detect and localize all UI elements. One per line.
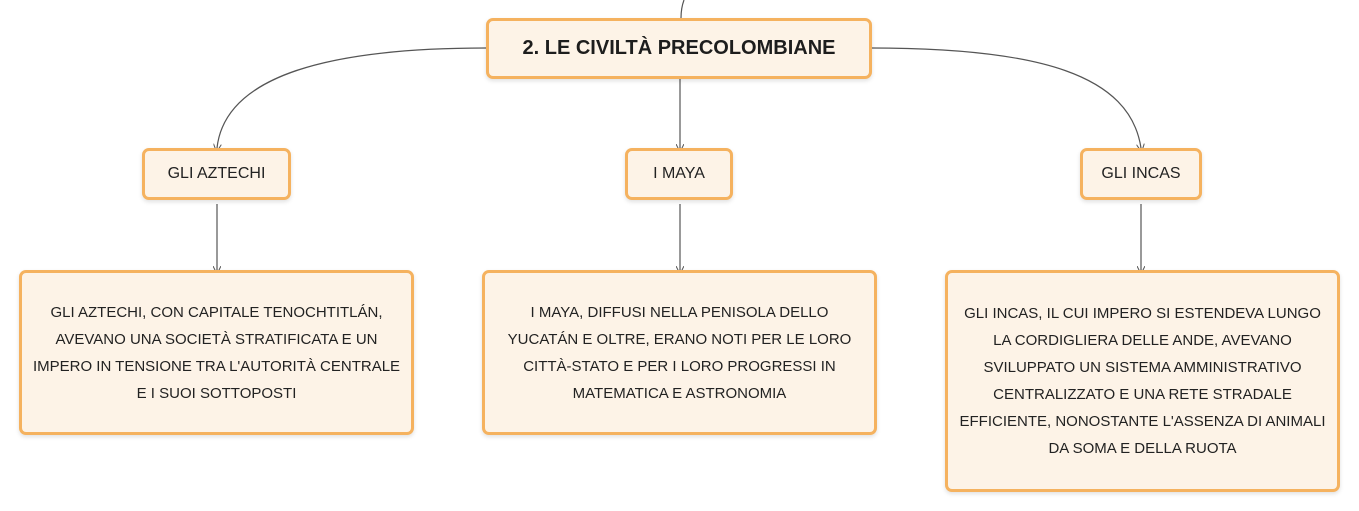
root-topic[interactable] bbox=[486, 18, 872, 79]
topic-incas[interactable] bbox=[1080, 148, 1202, 200]
topic-maya[interactable] bbox=[625, 148, 733, 200]
topic-maya-label: I MAYA bbox=[653, 165, 705, 182]
detail-aztechi[interactable] bbox=[19, 270, 414, 435]
detail-maya[interactable] bbox=[482, 270, 877, 435]
topic-aztechi-label: GLI AZTECHI bbox=[167, 165, 266, 182]
detail-incas-text: GLI INCAS, IL CUI IMPERO SI ESTENDEVA LUNGO LA CORDIGLIERA DELLE ANDE, AVEVANO SVILUPPATO UN SISTEMA AMMINISTRATIVO CENTRALIZZATO E UNA RETE STRADALE EFFICIENTE, NONOSTANTE L'ASSENZA DI ANIMALI DA SOMA E DELLA RUOTA bbox=[959, 305, 1326, 457]
connector-root-aztechi bbox=[217, 48, 486, 148]
root-topic-label: 2. LE CIVILTÀ PRECOLOMBIANE bbox=[522, 37, 836, 59]
parent-connector bbox=[681, 0, 684, 18]
topic-incas-label: GLI INCAS bbox=[1101, 165, 1181, 182]
connector-root-incas bbox=[872, 48, 1141, 148]
detail-maya-text: I MAYA, DIFFUSI NELLA PENISOLA DELLO YUCATÁN E OLTRE, ERANO NOTI PER LE LORO CITTÀ-STATO E PER I LORO PROGRESSI IN MATEMATICA E ASTRONOMIA bbox=[507, 303, 852, 402]
detail-incas[interactable] bbox=[945, 270, 1340, 492]
detail-aztechi-text: GLI AZTECHI, CON CAPITALE TENOCHTITLÁN, AVEVANO UNA SOCIETÀ STRATIFICATA E UN IMPERO IN TENSIONE TRA L'AUTORITÀ CENTRALE E I SUOI SOTTOPOSTI bbox=[32, 303, 401, 402]
topic-aztechi[interactable] bbox=[142, 148, 291, 200]
